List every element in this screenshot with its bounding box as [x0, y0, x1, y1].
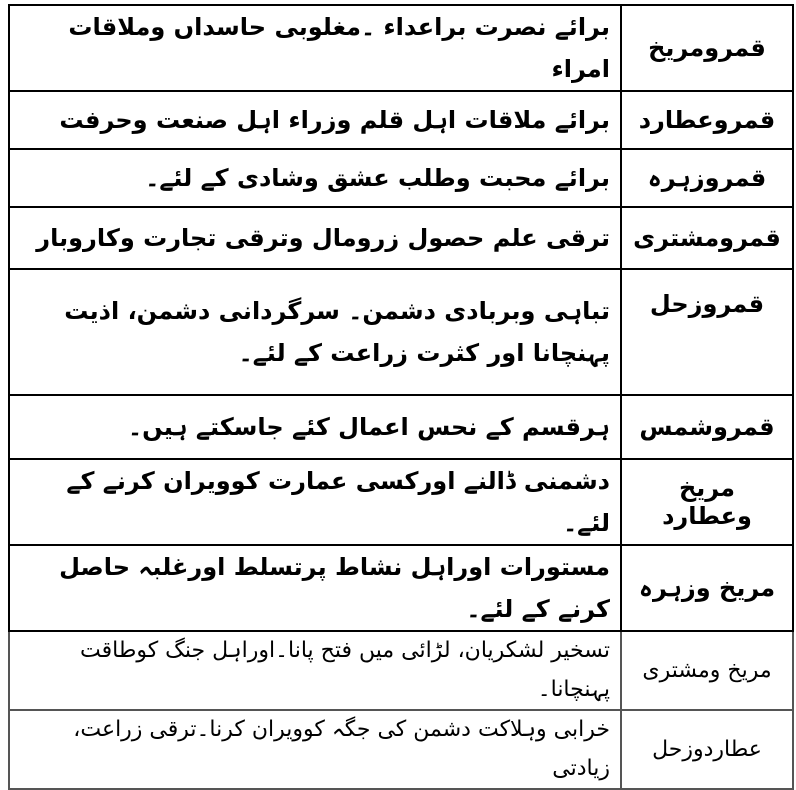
row-label: مریخ وزہرہ — [621, 545, 793, 631]
row-label: قمرومریخ — [621, 5, 793, 91]
row-description: مستورات اوراہل نشاط پرتسلط اورغلبہ حاصل کرنے کے لئے۔ — [9, 545, 621, 631]
row-description: خرابی وہلاکت دشمن کی جگہ کوویران کرنا۔ترقی زراعت، زیادتی — [9, 710, 621, 789]
row-description: برائے محبت وطلب عشق وشادی کے لئے۔ — [9, 149, 621, 207]
row-description: تسخیر لشکریان، لڑائی میں فتح پانا۔اوراہل جنگ کوطاقت پہنچانا۔ — [9, 631, 621, 710]
row-description: ترقی علم حصول زرومال وترقی تجارت وکاروبار — [9, 207, 621, 269]
row-label: قمرومشتری — [621, 207, 793, 269]
table-row — [9, 207, 793, 269]
table-row — [9, 710, 793, 789]
table-row — [9, 545, 793, 631]
table-row — [9, 459, 793, 545]
row-label: قمروشمس — [621, 395, 793, 459]
row-description: تباہی وبربادی دشمن۔ سرگردانی دشمن، اذیت پہنچانا اور کثرت زراعت کے لئے۔ — [9, 269, 621, 395]
table-row — [9, 631, 793, 710]
row-description: برائے ملاقات اہل قلم وزراء اہل صنعت وحرفت — [9, 91, 621, 149]
astrology-combinations-table — [8, 4, 794, 790]
table-row — [9, 269, 793, 395]
table-row — [9, 5, 793, 91]
table-row — [9, 91, 793, 149]
row-description: ہرقسم کے نحس اعمال کئے جاسکتے ہیں۔ — [9, 395, 621, 459]
row-label: مریخ وعطارد — [621, 459, 793, 545]
row-label: مریخ ومشتری — [621, 631, 793, 710]
row-label: قمروزہرہ — [621, 149, 793, 207]
row-label: قمروعطارد — [621, 91, 793, 149]
table-row — [9, 149, 793, 207]
row-label: عطاردوزحل — [621, 710, 793, 789]
row-description: دشمنی ڈالنے اورکسی عمارت کوویران کرنے کے لئے۔ — [9, 459, 621, 545]
row-description: برائے نصرت براعداء ۔مغلوبی حاسداں وملاقات امراء — [9, 5, 621, 91]
row-label: قمروزحل — [621, 269, 793, 395]
table-row — [9, 395, 793, 459]
